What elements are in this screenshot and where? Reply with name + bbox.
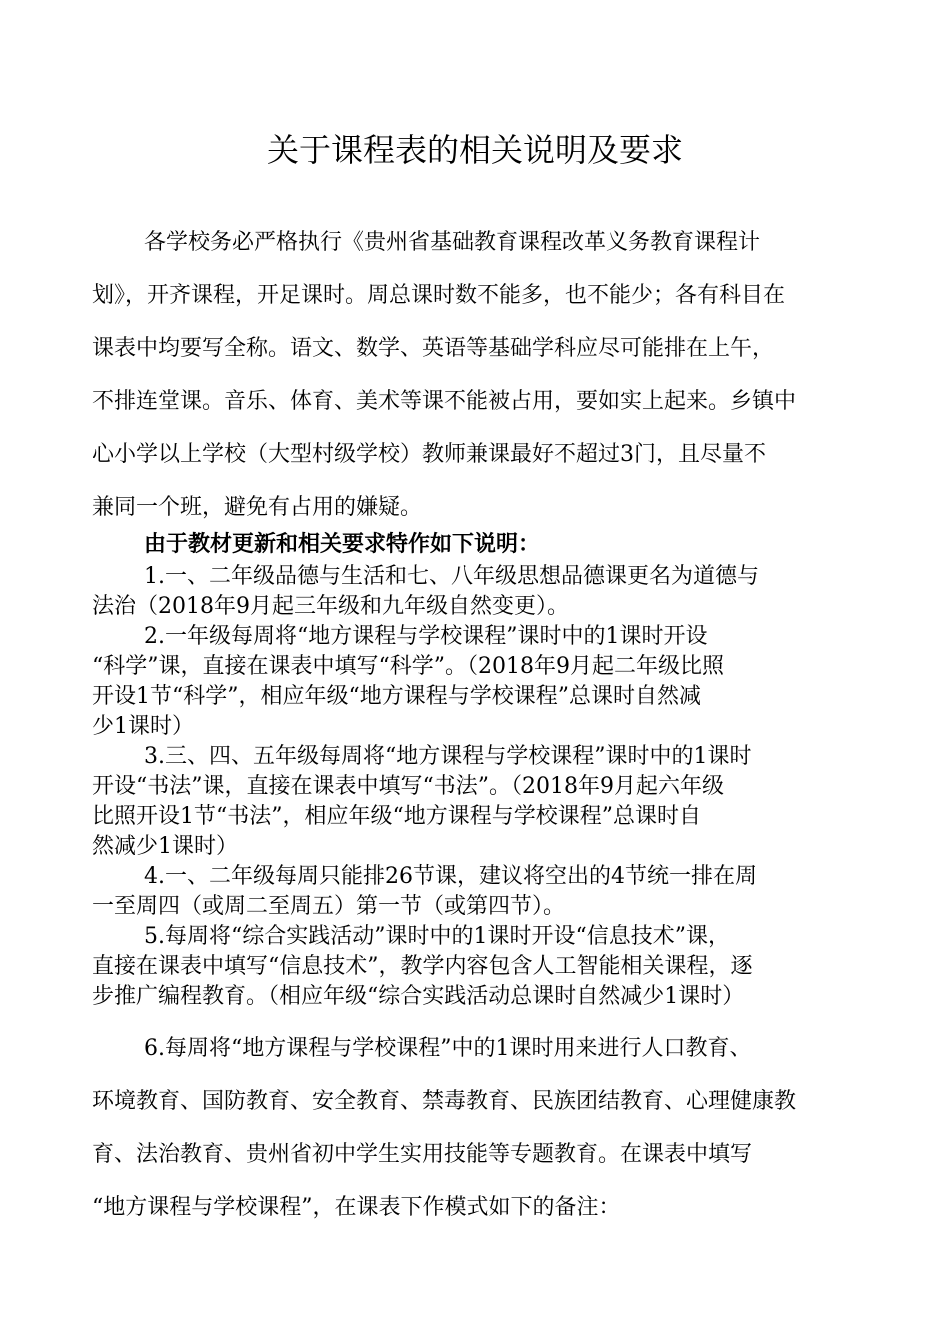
intro-line: 不排连堂课。音乐、体育、美术等课不能被占用，要如实上起来。乡镇中 [92, 389, 797, 414]
item-line: 步推广编程教育。（相应年级“综合实践活动总课时自然减少1课时） [92, 984, 745, 1009]
item6-line: “地方课程与学校课程”，在课表下作模式如下的备注： [92, 1195, 621, 1220]
item-line: 法治（2018年9月起三年级和九年级自然变更）。 [92, 594, 569, 619]
item-line: 2.一年级每周将“地方课程与学校课程”课时中的1课时开设 [144, 624, 708, 649]
item-line: 3.三、四、五年级每周将“地方课程与学校课程”课时中的1课时 [144, 744, 752, 769]
item-line: 4.一、二年级每周只能排26节课，建议将空出的4节统一排在周 [144, 864, 757, 889]
intro-line: 兼同一个班，避免有占用的嫌疑。 [92, 495, 423, 520]
item-line: 5.每周将“综合实践活动”课时中的1课时开设“信息技术”课， [144, 924, 730, 949]
item-line: 开设“书法”课，直接在课表中填写“书法”。（2018年9月起六年级 [92, 774, 724, 799]
item-line: 比照开设1节“书法”，相应年级“地方课程与学校课程”总课时自 [92, 804, 701, 829]
item-line: 一至周四（或周二至周五）第一节（或第四节）。 [92, 894, 566, 919]
intro-line: 心小学以上学校（大型村级学校）教师兼课最好不超过3门，且尽量不 [92, 442, 766, 467]
item6-line: 育、法治教育、贵州省初中学生实用技能等专题教育。在课表中填写 [92, 1142, 753, 1167]
item-line: 然减少1课时） [92, 834, 238, 859]
item6-line: 6.每周将“地方课程与学校课程”中的1课时用来进行人口教育、 [144, 1036, 752, 1061]
item-line: 1.一、二年级品德与生活和七、八年级思想品德课更名为道德与 [144, 564, 759, 589]
item-line: 直接在课表中填写“信息技术”，教学内容包含人工智能相关课程，逐 [92, 954, 753, 979]
intro-line: 课表中均要写全称。语文、数学、英语等基础学科应尽可能排在上午， [92, 336, 775, 361]
document-title: 关于课程表的相关说明及要求 [266, 131, 683, 169]
item-line: 少1课时） [92, 714, 194, 739]
item6-line: 环境教育、国防教育、安全教育、禁毒教育、民族团结教育、心理健康教 [92, 1089, 797, 1114]
intro-line: 各学校务必严格执行《贵州省基础教育课程改革义务教育课程计 [144, 230, 761, 255]
item-line: “科学”课，直接在课表中填写“科学”。（2018年9月起二年级比照 [92, 654, 724, 679]
notice-heading: 由于教材更新和相关要求特作如下说明： [144, 531, 541, 557]
item-line: 开设1节“科学”，相应年级“地方课程与学校课程”总课时自然减 [92, 684, 701, 709]
intro-line: 划》，开齐课程，开足课时。周总课时数不能多，也不能少；各有科目在 [92, 283, 786, 308]
